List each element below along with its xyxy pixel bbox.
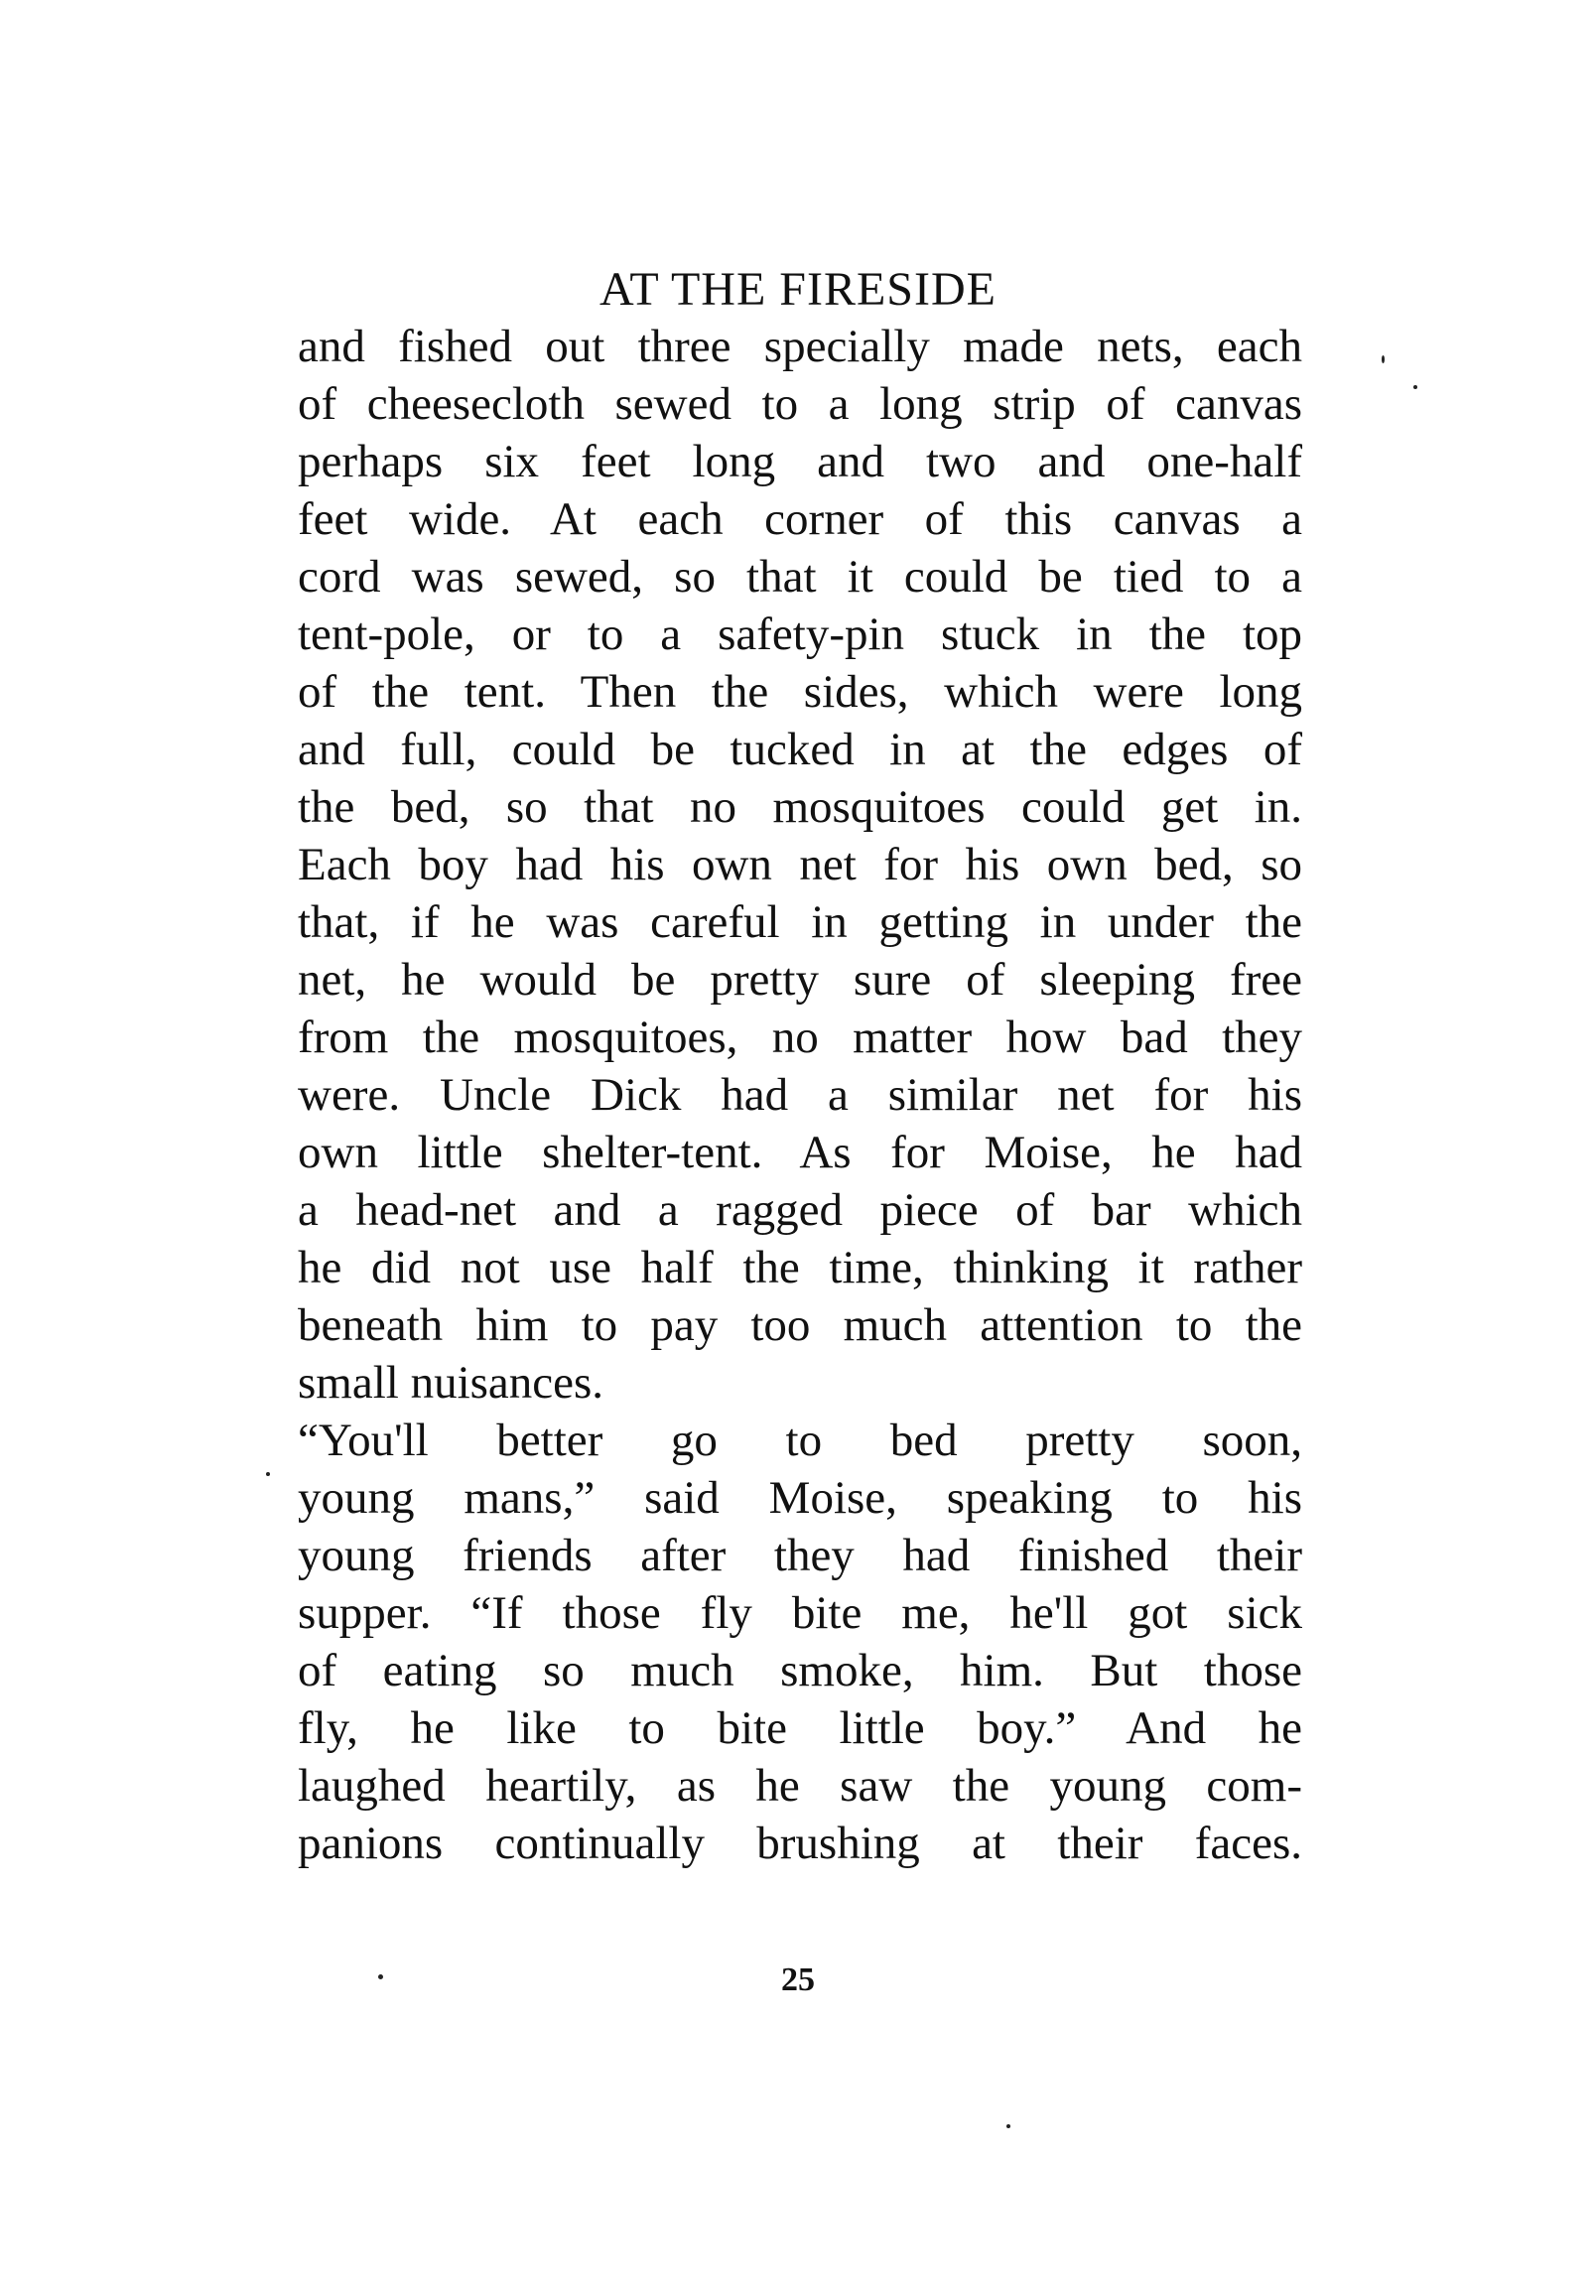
text-line: young friends after they had finished their (298, 1530, 1302, 1581)
text-line: Each boy had his own net for his own bed, so (298, 839, 1302, 890)
body-text (298, 318, 1302, 1872)
text-line: he did not use half the time, thinking it rather (298, 1242, 1302, 1293)
text-line: of cheesecloth sewed to a long strip of canvas (298, 378, 1302, 430)
text-line: young mans,” said Moise, speaking to his (298, 1472, 1302, 1524)
text-line: own little shelter-tent. As for Moise, he had (298, 1127, 1302, 1178)
text-line: tent-pole, or to a safety-pin stuck in the top (298, 608, 1302, 660)
text-line: laughed heartily, as he saw the young com- (298, 1760, 1302, 1812)
text-line: cord was sewed, so that it could be tied to a (298, 551, 1302, 603)
text-line: fly, he like to bite little boy.” And he (298, 1702, 1302, 1754)
text-line: the bed, so that no mosquitoes could get in. (298, 781, 1302, 833)
paragraph-end-line: small nuisances. (298, 1357, 604, 1409)
scan-speck (1006, 2124, 1010, 2128)
text-line: of the tent. Then the sides, which were long (298, 666, 1302, 718)
text-line: “You'll better go to bed pretty soon, (298, 1415, 1302, 1466)
page-number: 25 (781, 1961, 815, 1998)
text-line: that, if he was careful in getting in under the (298, 896, 1302, 948)
scan-speck (1382, 355, 1385, 363)
text-line: from the mosquitoes, no matter how bad they (298, 1012, 1302, 1063)
text-line: and fished out three specially made nets, each (298, 321, 1302, 372)
text-line: perhaps six feet long and two and one-half (298, 436, 1302, 487)
text-line: feet wide. At each corner of this canvas a (298, 493, 1302, 545)
scan-speck (1413, 385, 1417, 389)
text-line: and full, could be tucked in at the edges of (298, 724, 1302, 775)
text-line: were. Uncle Dick had a similar net for his (298, 1069, 1302, 1121)
text-line: of eating so much smoke, him. But those (298, 1645, 1302, 1696)
scan-speck (378, 1974, 383, 1979)
scan-speck (266, 1472, 270, 1476)
text-line: a head-net and a ragged piece of bar which (298, 1184, 1302, 1236)
running-head: AT THE FIRESIDE (599, 263, 997, 316)
text-line: panions continually brushing at their faces. (298, 1818, 1302, 1869)
text-line: supper. “If those fly bite me, he'll got sick (298, 1587, 1302, 1639)
text-line: net, he would be pretty sure of sleeping free (298, 954, 1302, 1006)
text-line: beneath him to pay too much attention to the (298, 1299, 1302, 1351)
